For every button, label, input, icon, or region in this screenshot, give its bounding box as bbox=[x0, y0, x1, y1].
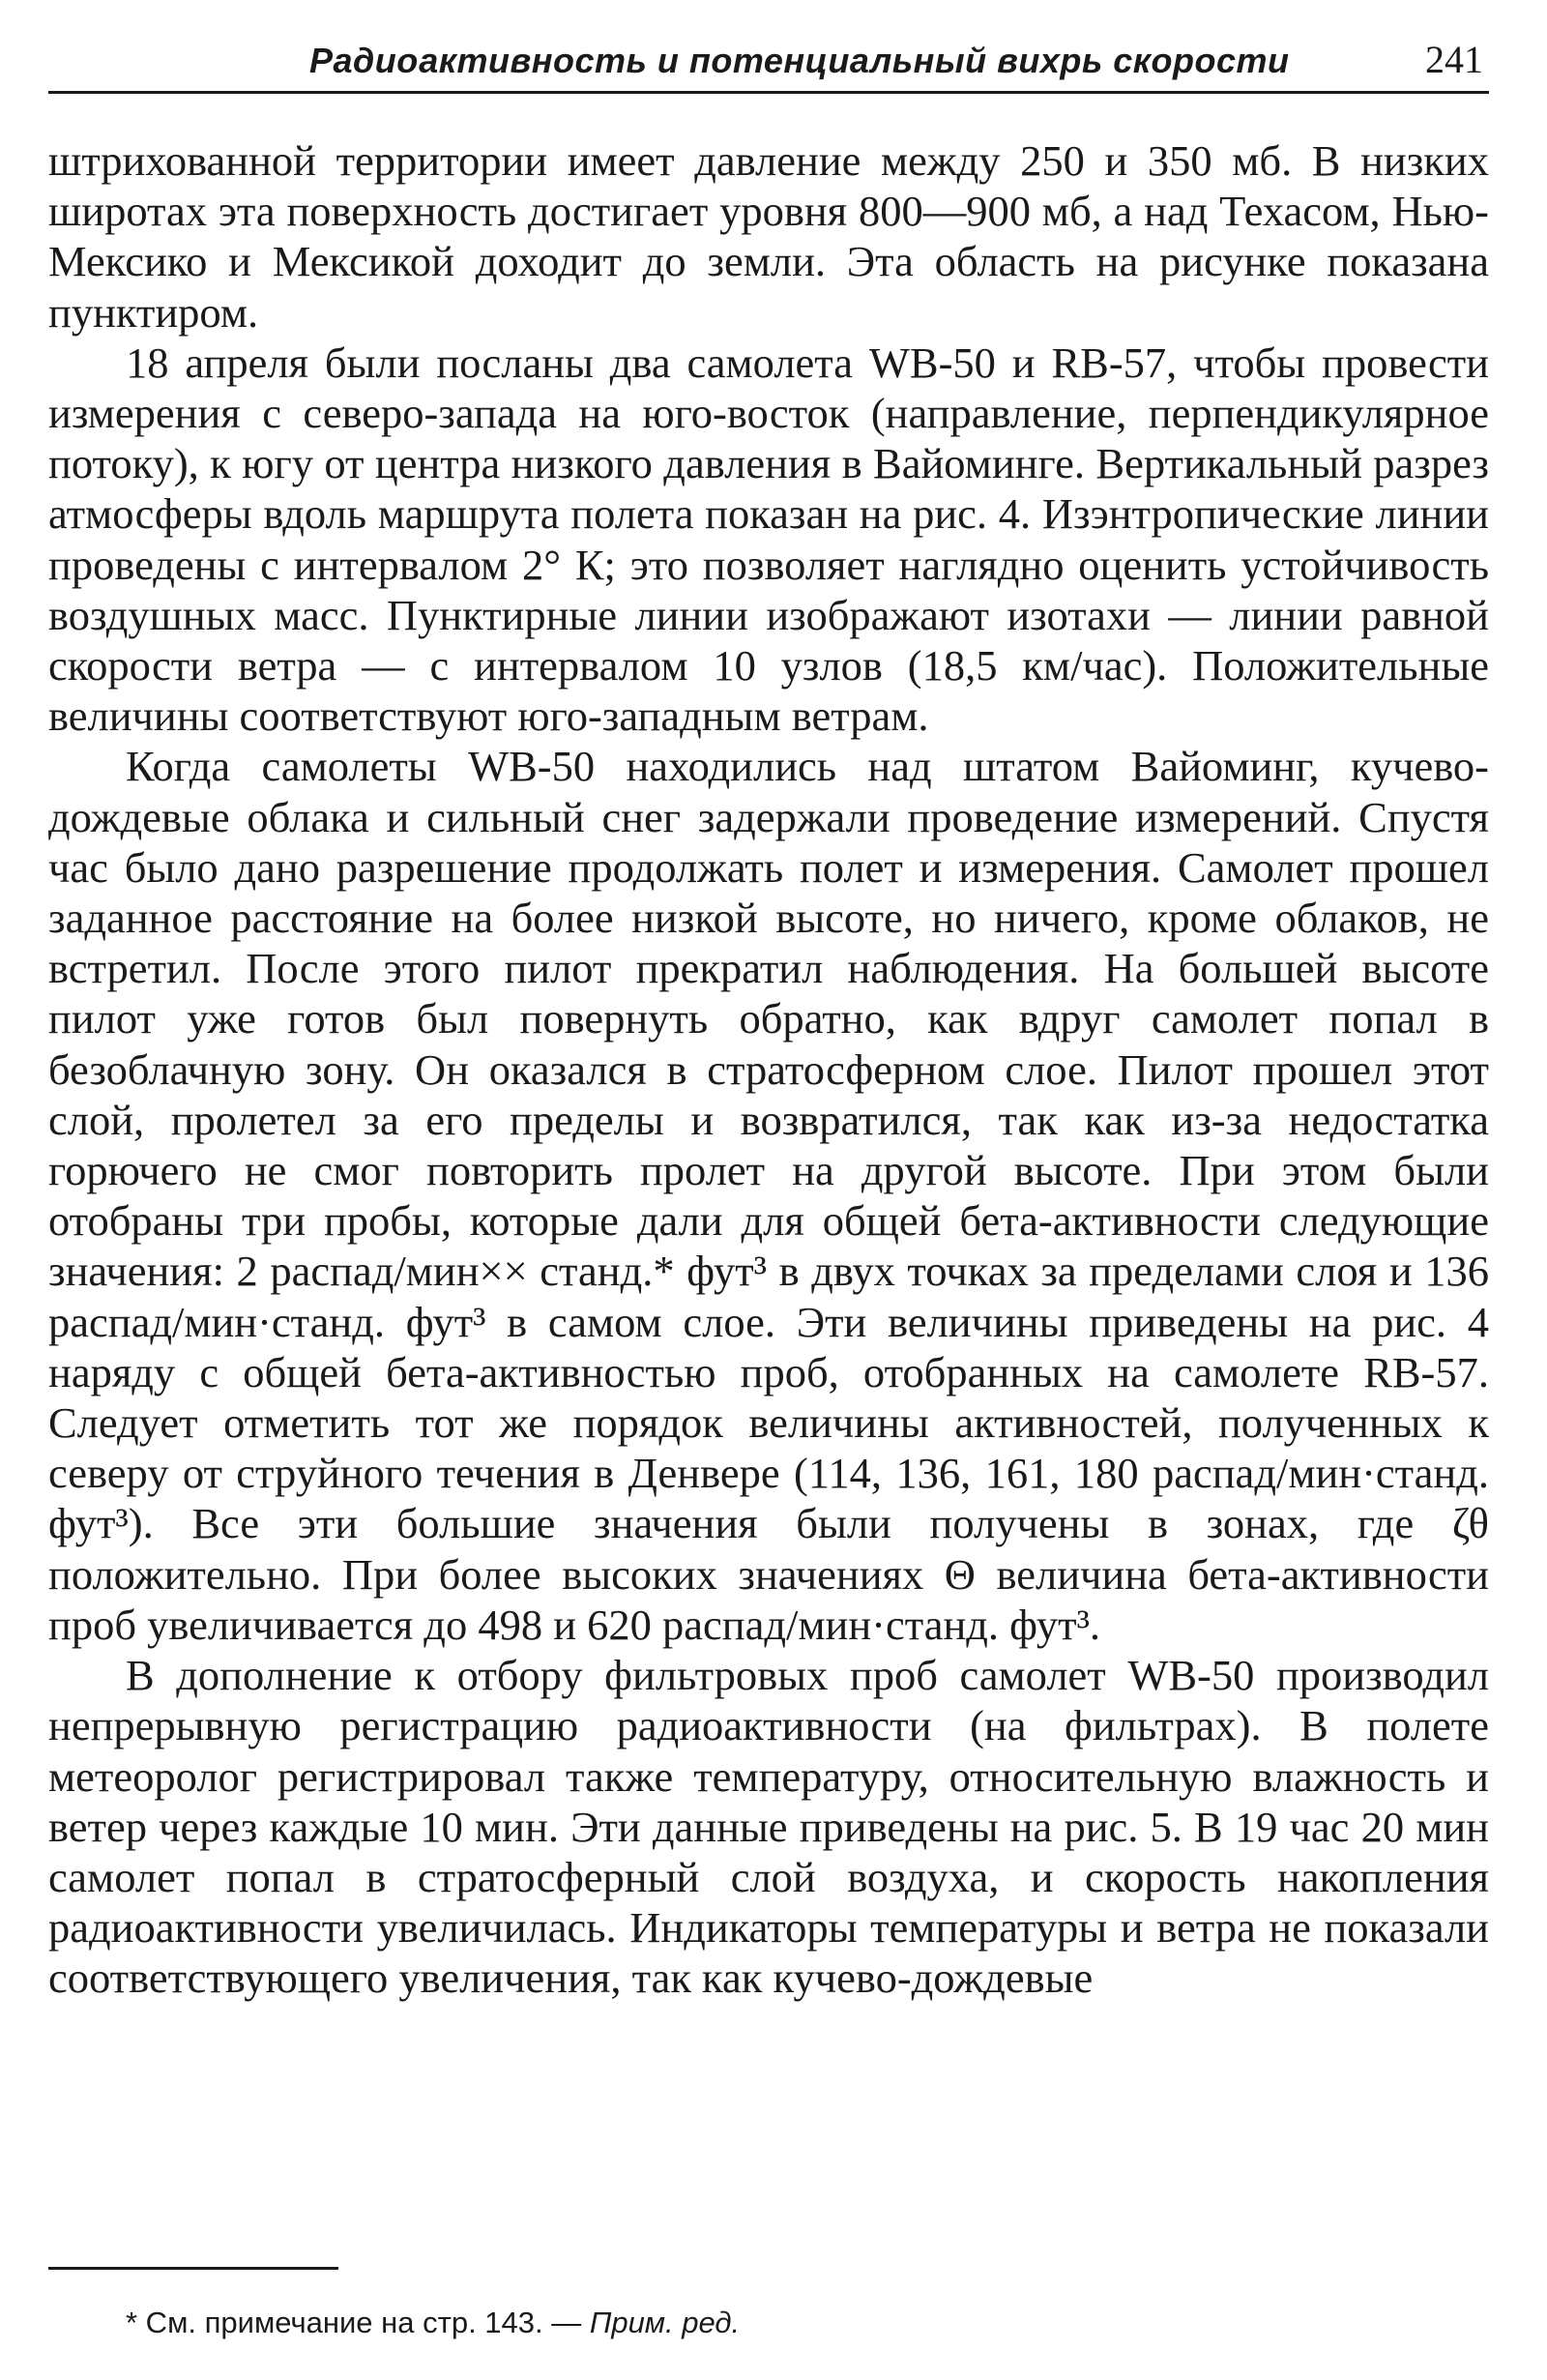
footnote-text: * См. примечание на стр. 143. — bbox=[126, 2306, 582, 2339]
paragraph-1: штрихованной территории имеет давление между 250 и 350 мб. В низких широтах эта поверхность достигает уровня 800—900 мб, а над Техасом, Нью-Мексико и Мексикой доходит до земли. Эта область на рисунке показана пунктиром. bbox=[48, 136, 1489, 337]
footnote bbox=[126, 2306, 740, 2340]
paragraph-2: 18 апреля были посланы два самолета WB-50 и RB-57, чтобы провести измерения с северо-запада на юго-восток (направление, перпендикулярное потоку), к югу от центра низкого давления в Вайоминге. Вертикальный разрез атмосферы вдоль маршрута полета показан на рис. 4. Изэнтропические линии проведены с интервалом 2° К; это позволяет наглядно оценить устойчивость воздушных масс. Пунктирные линии изображают изотахи — линии равной скорости ветра — с интервалом 10 узлов (18,5 км/час). Положительные величины соответствуют юго-западным ветрам. bbox=[48, 338, 1489, 741]
footnote-editor-note: Прим. ред. bbox=[581, 2306, 741, 2339]
header-title: Радиоактивность и потенциальный вихрь скорости bbox=[309, 41, 1290, 80]
paragraph-3: Когда самолеты WB-50 находились над штатом Вайоминг, кучево-дождевые облака и сильный снег задержали проведение измерений. Спустя час было дано разрешение продолжать полет и измерения. Самолет прошел заданное расстояние на более низкой высоте, но ничего, кроме облаков, не встретил. После этого пилот прекратил наблюдения. На большей высоте пилот уже готов был повернуть обратно, как вдруг самолет попал в безоблачную зону. Он оказался в стратосферном слое. Пилот прошел этот слой, пролетел за его пределы и возвратился, так как из-за недостатка горючего не смог повторить пролет на другой высоте. При этом были отобраны три пробы, которые дали для общей бета-активности следующие значения: 2 распад/мин×× станд.* фут³ в двух точках за пределами слоя и 136 распад/мин·станд. фут³ в самом слое. Эти величины приведены на рис. 4 наряду с общей бета-активностью проб, отобранных на самолете RB-57. Следует отметить тот же порядок величины активностей, полученных к северу от струйного течения в Денвере (114, 136, 161, 180 распад/мин·станд. фут³). Все эти большие значения были получены в зонах, где ζθ положительно. При более высоких значениях Θ величина бета-активности проб увеличивается до 498 и 620 распад/мин·станд. фут³. bbox=[48, 742, 1489, 1649]
footnote-divider bbox=[48, 2267, 338, 2270]
paragraph-4: В дополнение к отбору фильтровых проб самолет WB-50 производил непрерывную регистрацию радиоактивности (на фильтрах). В полете метеоролог регистрировал также температуру, относительную влажность и ветер через каждые 10 мин. Эти данные приведены на рис. 5. В 19 час 20 мин самолет попал в стратосферный слой воздуха, и скорость накопления радиоактивности увеличилась. Индикаторы температуры и ветра не показали соответствующего увеличения, так как кучево-дождевые bbox=[48, 1651, 1489, 2003]
page-number: 241 bbox=[1425, 38, 1483, 81]
main-text bbox=[48, 135, 1489, 2004]
running-header bbox=[48, 33, 1489, 94]
